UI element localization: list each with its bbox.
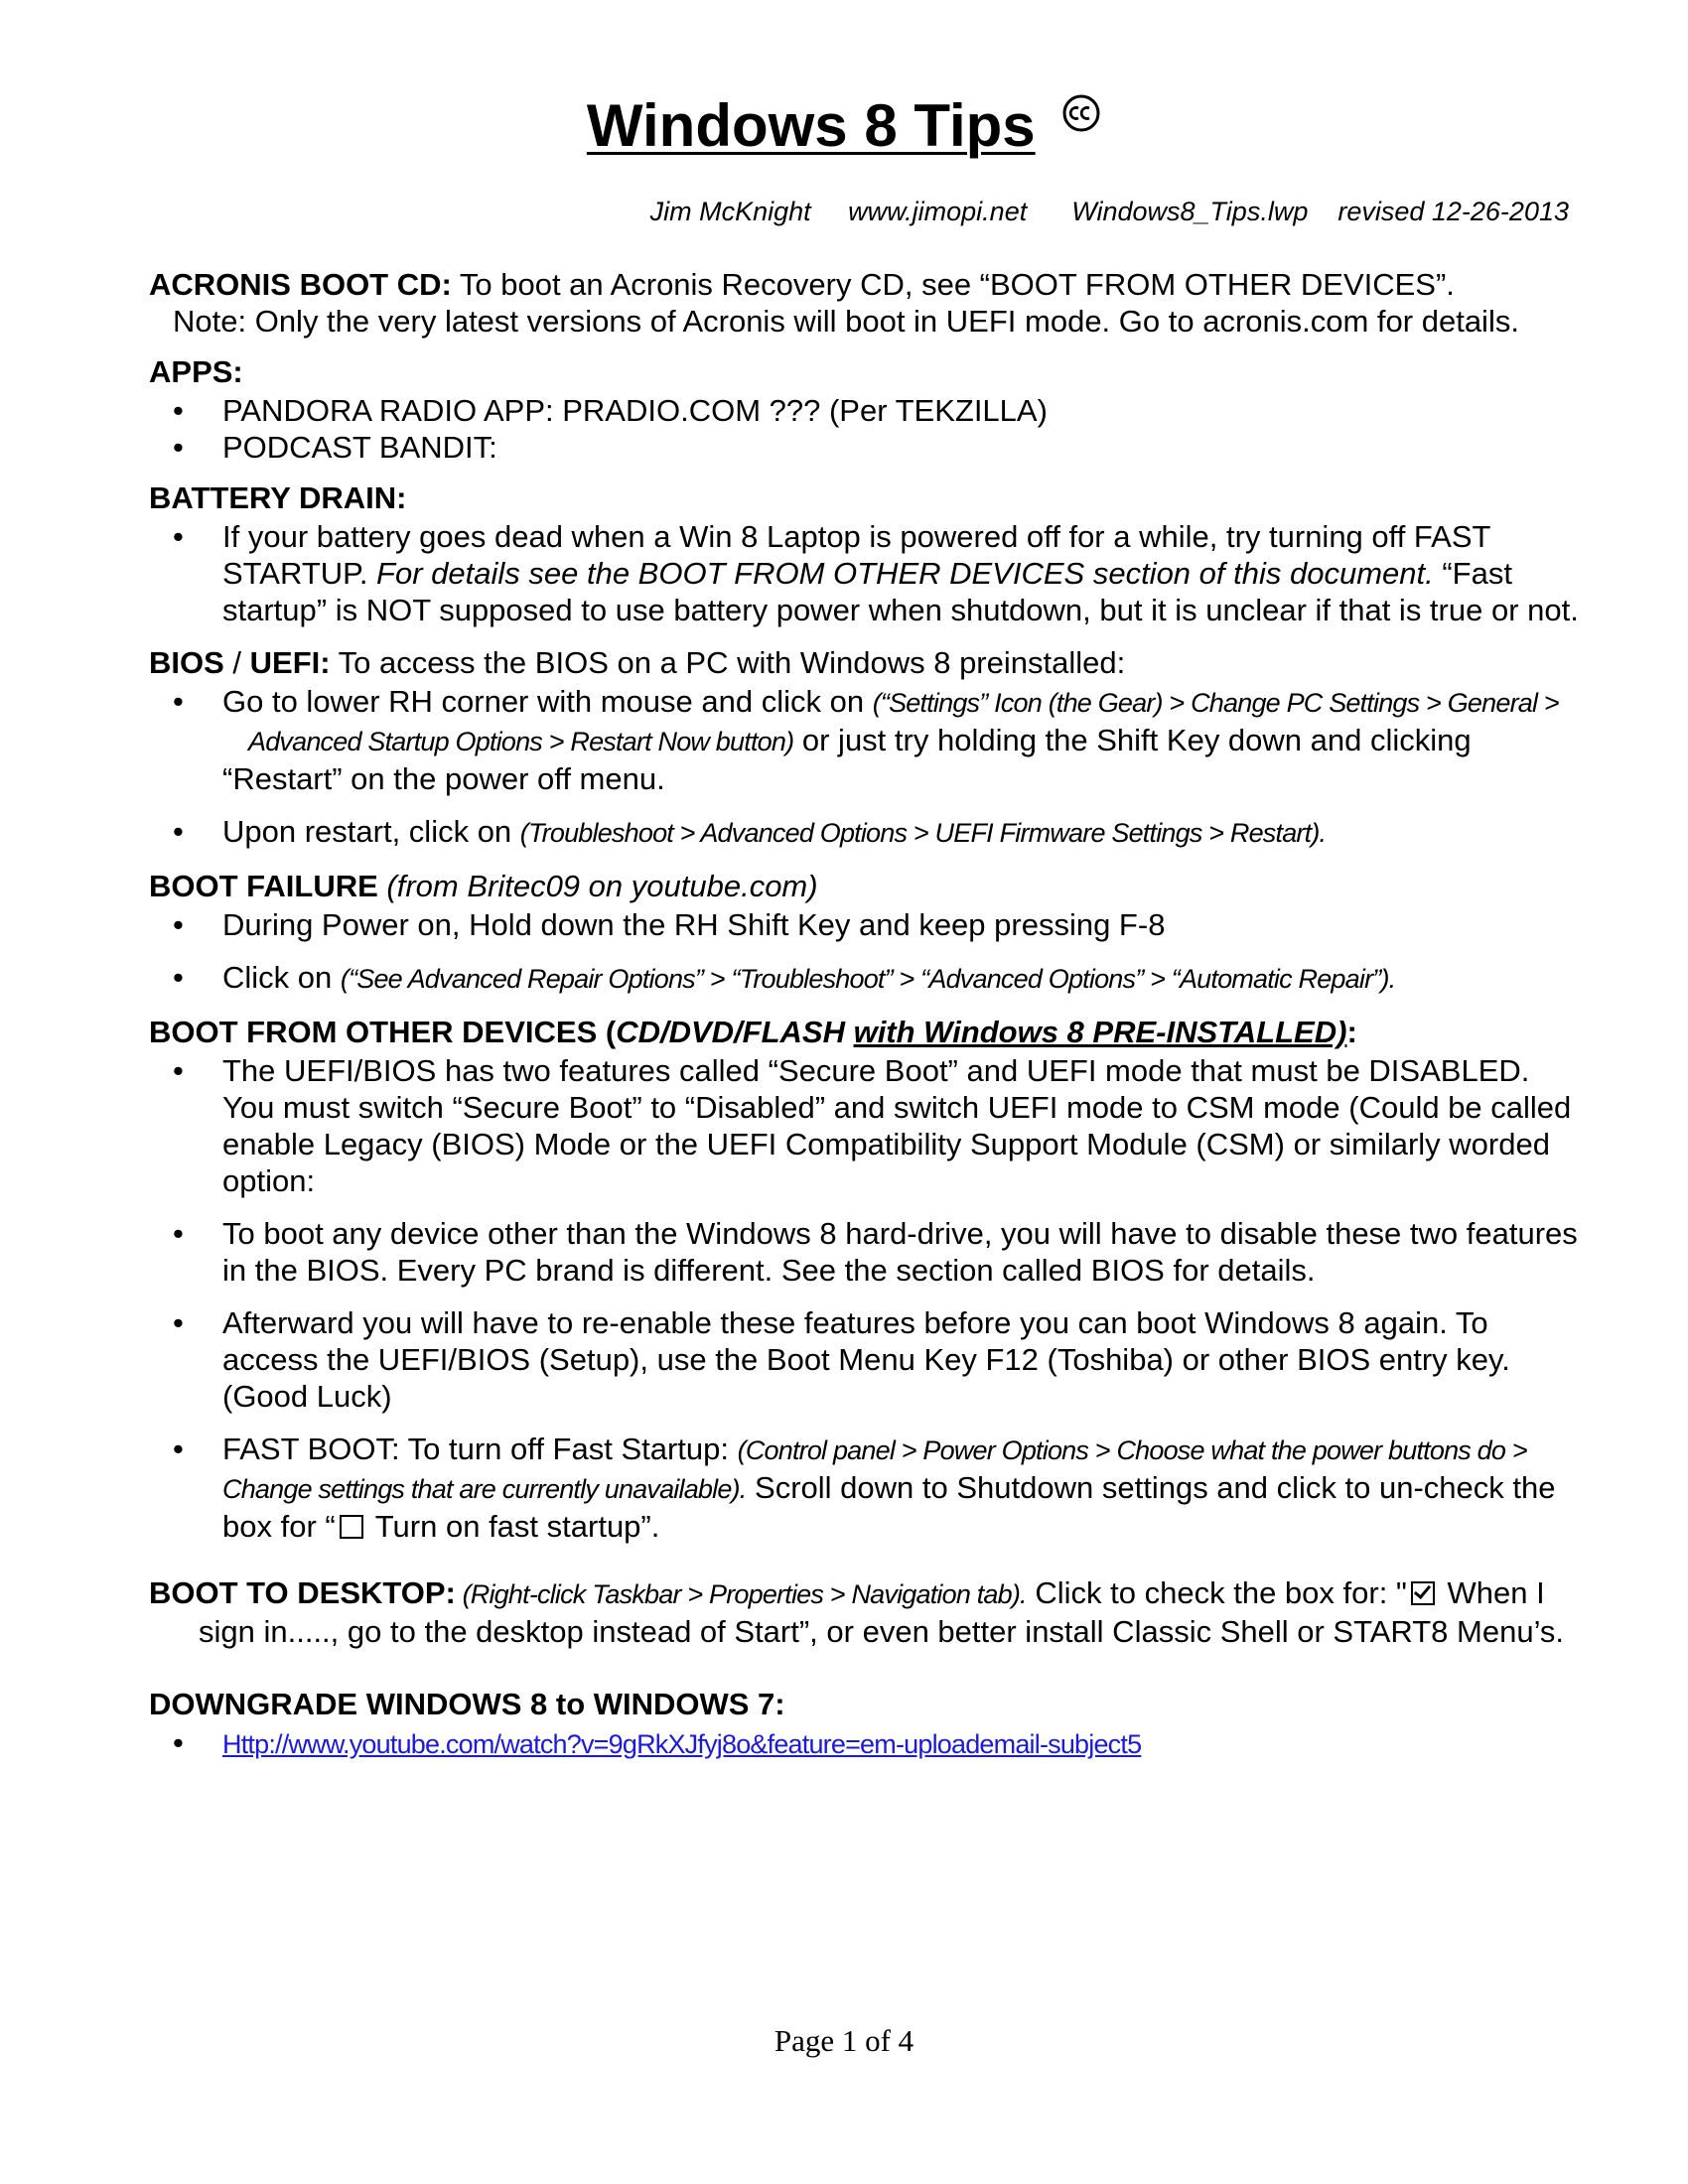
nav-path: (Right-click Taskbar > Properties > Navigation tab). [455, 1579, 1027, 1609]
list-item: • PODCAST BANDIT: [149, 429, 1589, 466]
list-item-text: Scroll down to Shutdown settings and click to un-check the box for “ [222, 1470, 1556, 1544]
list-item-text: Upon restart, click on [222, 814, 520, 849]
heading-separator: / [223, 645, 250, 680]
nav-path: Advanced Startup Options > Restart Now button) [248, 727, 794, 756]
downgrade-list [149, 1724, 1589, 1763]
unchecked-box-icon [340, 1515, 363, 1539]
section-bios-uefi [149, 644, 1589, 852]
section-heading [149, 1014, 1589, 1050]
section-heading: BOOT TO DESKTOP: [149, 1575, 456, 1610]
section-boot-failure [149, 868, 1589, 998]
title-row [0, 91, 1688, 160]
checked-box-icon [1411, 1581, 1435, 1605]
page-title: Windows 8 Tips [586, 92, 1036, 159]
section-source: (from Britec09 on youtube.com) [377, 869, 818, 903]
section-heading: APPS: [149, 354, 243, 389]
section-heading: DOWNGRADE WINDOWS 8 to WINDOWS 7: [149, 1687, 785, 1721]
section-text: To access the BIOS on a PC with Windows 8 preinstalled: [330, 645, 1126, 680]
list-item: • PANDORA RADIO APP: PRADIO.COM ??? (Per TEKZILLA) [149, 392, 1589, 429]
list-item-text: If your battery goes dead when a Win 8 Laptop is powered off for a while, try turning off FAST STARTUP. [222, 519, 1490, 591]
nav-path: (Control panel > Power Options > Choose what the power buttons do > Change settings that are currently unavailable). [222, 1435, 1527, 1504]
heading-part: BOOT FROM OTHER DEVICES ( [149, 1015, 617, 1049]
heading-part-italic: CD/DVD/FLASH [616, 1015, 854, 1049]
section-battery-drain [149, 479, 1589, 628]
boot-failure-list [149, 906, 1589, 998]
section-heading: BATTERY DRAIN: [149, 480, 407, 515]
list-item-text: or just try holding the Shift Key down and clicking “Restart” on the power off menu. [222, 723, 1472, 796]
list-item: • During Power on, Hold down the RH Shift Key and keep pressing F-8 [149, 906, 1589, 943]
section-heading: ACRONIS BOOT CD: [149, 267, 452, 302]
list-item [149, 959, 1589, 998]
list-item-text: Click on [222, 960, 341, 995]
section-boot-other-devices [149, 1014, 1589, 1545]
section-downgrade [149, 1686, 1589, 1763]
creative-commons-icon [1061, 93, 1101, 133]
section-text: To boot an Acronis Recovery CD, see “BOOT FROM OTHER DEVICES”. [451, 267, 1455, 302]
list-item-text: “Fast startup” is NOT supposed to use battery power when shutdown, but it is unclear if that is true or not. [222, 556, 1579, 627]
nav-path: (“See Advanced Repair Options” > “Troubleshoot” > “Advanced Options” > “Automatic Repair”). [340, 964, 1396, 994]
list-item [149, 683, 1589, 797]
byline: Jim McKnight www.jimopi.net Windows8_Tips.lwp revised 12-26-2013 [649, 197, 1569, 226]
heading-part: : [1346, 1015, 1357, 1049]
nav-path: (Troubleshoot > Advanced Options > UEFI Firmware Settings > Restart). [519, 818, 1327, 848]
list-item-text: Turn on fast startup”. [366, 1509, 660, 1544]
content [149, 266, 1589, 1779]
list-item [149, 518, 1589, 628]
youtube-link[interactable]: Http://www.youtube.com/watch?v=9gRkXJfyj8o&feature=em-uploademail-subject5 [222, 1729, 1142, 1759]
list-item-text-italic: For details see the BOOT FROM OTHER DEVICES section of this document. [376, 556, 1434, 591]
section-heading: BIOS [149, 645, 224, 680]
section-acronis [149, 266, 1589, 340]
list-item [149, 1431, 1589, 1545]
list-item-text: FAST BOOT: To turn off Fast Startup: [222, 1432, 738, 1466]
section-heading: UEFI: [249, 645, 331, 680]
list-item: • Afterward you will have to re-enable these features before you can boot Windows 8 again. To access the UEFI/BIOS (Setup), use the Boot Menu Key F12 (Toshiba) or other BIOS entry key. (Good Luck) [149, 1304, 1589, 1415]
list-item [149, 1724, 1589, 1763]
bios-list [149, 683, 1589, 852]
nav-path: (“Settings” Icon (the Gear) > Change PC Settings > General > [872, 688, 1559, 718]
list-item: • The UEFI/BIOS has two features called “Secure Boot” and UEFI mode that must be DISABLED. You must switch “Secure Boot” to “Disabled” and switch UEFI mode to CSM mode (Could be called enable Legacy (BIOS) Mode or the UEFI Compatibility Support Module (CSM) or similarly worded option: [149, 1052, 1589, 1199]
section-text: When I sign in....., go to the desktop instead of Start”, or even better install Classic Shell or START8 Menu’s. [199, 1575, 1565, 1649]
section-text: Click to check the box for: " [1026, 1575, 1407, 1610]
section-boot-to-desktop [149, 1574, 1589, 1650]
apps-list [149, 392, 1589, 466]
heading-part-underlined: with Windows 8 PRE-INSTALLED) [853, 1015, 1347, 1049]
list-item [149, 813, 1589, 852]
list-item-text: Go to lower RH corner with mouse and click on [222, 684, 873, 719]
list-item: • To boot any device other than the Windows 8 hard-drive, you will have to disable these two features in the BIOS. Every PC brand is different. See the section called BIOS for details. [149, 1215, 1589, 1289]
section-apps [149, 353, 1589, 466]
section-heading: BOOT FAILURE [149, 869, 378, 903]
boot-desktop-paragraph [149, 1574, 1589, 1650]
boot-other-list [149, 1052, 1589, 1545]
battery-list [149, 518, 1589, 628]
acronis-note: Note: Only the very latest versions of Acronis will boot in UEFI mode. Go to acronis.com for details. [173, 304, 1519, 339]
page-number: Page 1 of 4 [774, 2023, 914, 2058]
